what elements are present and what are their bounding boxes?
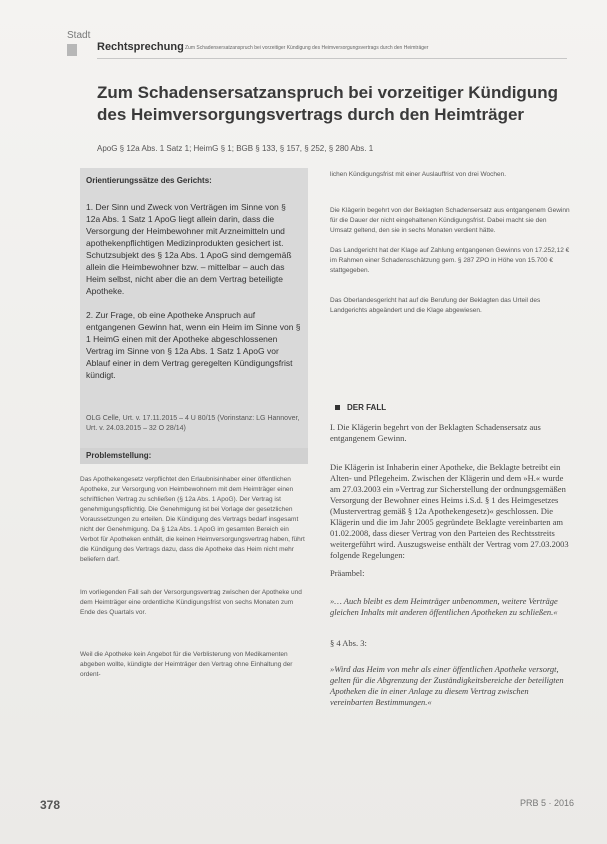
case-paragraph: Die Klägerin ist Inhaberin einer Apotheke, die Beklagte betreibt ein Alten- und Pflegeheim. Zwischen der Klägerin und dem »H.« wurde am 27.03.2003 ein »Vertrag zur Sicherstellung der ordnungsgemäßen Versorgung der Bewohner eines Heims i.S.d. § 1 des Heimgesetzes (Mustervertrag gemäß § 12a Apothekengesetz)« geschlossen. Die Klägerin und die im Jahr 2005 gegründete Beklagte vereinbarten am 01.02.2008, dass dieser Vertrag von den Parteien des Rechtsstreits weitergeführt wird. Auszugsweise enthält der Vertrag vom 27.03.2003 folgende Regelungen: bbox=[330, 462, 569, 560]
case-paragraph: I. Die Klägerin begehrt von der Beklagten Schadensersatz aus entgangenem Gewinn. bbox=[330, 422, 541, 443]
page-number: 378 bbox=[40, 798, 61, 812]
case-quote: »Wird das Heim von mehr als einer öffentlichen Apotheke versorgt, gelten für die Abgrenzung der Zuständigkeitsbereiche der beteiligten Apotheken die in einer Anlage zu diesem Vertrag zwischen vereinbarten Bestimmungen.« bbox=[330, 664, 564, 707]
guideline-1: 1. Der Sinn und Zweck von Verträgen im Sinne von § 12a Abs. 1 Satz 1 ApoG liegt allein darin, dass die Versorgung der Heimbewohner mit Arzneimitteln und apothekenpflichtigen Medizinprodukten gesichert ist. Schutzsubjekt des § 12a Abs. 1 ApoG sind demgemäß allein die Heimbewohner bzw. – mittelbar – auch das Heim selbst, nicht aber die an dem Vertrag beteiligte Apotheke. bbox=[86, 202, 292, 296]
case-heading-label: DER FALL bbox=[347, 403, 387, 412]
article-title-line1: Zum Schadensersatzanspruch bei vorzeitiger Kündigung bbox=[97, 83, 558, 102]
problem-paragraph: Im vorliegenden Fall sah der Versorgungsvertrag zwischen der Apotheke und dem Heimträger eine ordentliche Kündigungsfrist von sechs Monaten zum Ende des Quartals vor. bbox=[80, 589, 302, 616]
rubric: Rechtsprechung bbox=[97, 41, 184, 53]
article-title-line2: des Heimversorgungsvertrags durch den Heimträger bbox=[97, 105, 525, 124]
court-citation: OLG Celle, Urt. v. 17.11.2015 – 4 U 80/15 (Vorinstanz: LG Hannover, Urt. v. 24.03.2015 – 32 O 28/14) bbox=[86, 415, 300, 432]
right-paragraph: Das Oberlandesgericht hat auf die Berufung der Beklagten das Urteil des Landgerichts abgeändert und die Klage abgewiesen. bbox=[330, 297, 541, 314]
problem-paragraph: Weil die Apotheke kein Angebot für die Verblisterung von Medikamenten abgeben wollte, kündigte der Heimträger den Vertrag ohne Einhaltung der ordent- bbox=[80, 651, 293, 678]
problem-heading: Problemstellung: bbox=[86, 451, 152, 460]
case-paragraph: Präambel: bbox=[330, 568, 365, 578]
right-paragraph: Das Landgericht hat der Klage auf Zahlung entgangenen Gewinns von 17.252,12 € im Rahmen einer Schadensschätzung gem. § 287 ZPO in Höhe von 15.700 € stattgegeben. bbox=[330, 247, 570, 274]
article-title bbox=[97, 82, 567, 126]
journal-reference: PRB 5 · 2016 bbox=[520, 798, 575, 808]
statutes: ApoG § 12a Abs. 1 Satz 1; HeimG § 1; BGB § 133, § 157, § 252, § 280 Abs. 1 bbox=[97, 144, 374, 153]
header-rule bbox=[97, 58, 567, 59]
case-quote: »… Auch bleibt es dem Heimträger unbenommen, weitere Verträge gleichen Inhalts mit anderen öffentlichen Apotheken zu schließen.« bbox=[330, 596, 558, 617]
square-bullet-icon bbox=[335, 405, 340, 410]
guidelines-heading: Orientierungssätze des Gerichts: bbox=[86, 176, 212, 185]
guideline-2: 2. Zur Frage, ob eine Apotheke Anspruch auf entgangenen Gewinn hat, wenn ein Heim im Sinne von § 1 HeimG einen mit der Apotheke abgeschlossenen Vertrag im Sinne von § 12a Abs. 1 Satz 1 ApoG vor Ablauf einer in dem Vertrag geregelten Kündigungsfrist kündigt. bbox=[86, 310, 301, 380]
rubric-marker bbox=[67, 44, 77, 56]
right-paragraph: Die Klägerin begehrt von der Beklagten Schadensersatz aus entgangenem Gewinn für die Dauer der nicht eingehaltenen Kündigungsfrist. Dabei macht sie den Umsatz geltend, den sie in sechs Monaten verdient hätte. bbox=[330, 207, 570, 234]
section-tag: Stadt bbox=[67, 30, 91, 41]
case-paragraph: § 4 Abs. 3: bbox=[330, 638, 367, 648]
right-paragraph: lichen Kündigungsfrist mit einer Auslauffrist von drei Wochen. bbox=[330, 171, 507, 178]
case-heading bbox=[335, 403, 386, 412]
rubric-subtitle: Zum Schadensersatzanspruch bei vorzeitiger Kündigung des Heimversorgungsvertrags durch den Heimträger bbox=[185, 45, 429, 51]
problem-paragraph: Das Apothekengesetz verpflichtet den Erlaubnisinhaber einer öffentlichen Apotheke, zur Versorgung von Heimbewohnern mit dem Heimträger einen schriftlichen Vertrag zu schließen (§ 12a Abs. 1 ApoG). Der Vertrag ist genehmigungspflichtig. Die Genehmigung ist bei Vorlage der gesetzlichen Voraussetzungen zu erteilen. Die Kündigung des Vertrags bedarf insgesamt nicht der Genehmigung. Da § 12a Abs. 1 ApoG im gesamten Bereich ein Verbot für Apotheken enthält, die keinen Heimversorgungsvertrag haben, führt die Kündigung des Vertrags dazu, dass die Apotheke das Heim nicht mehr beliefern darf. bbox=[80, 476, 305, 563]
